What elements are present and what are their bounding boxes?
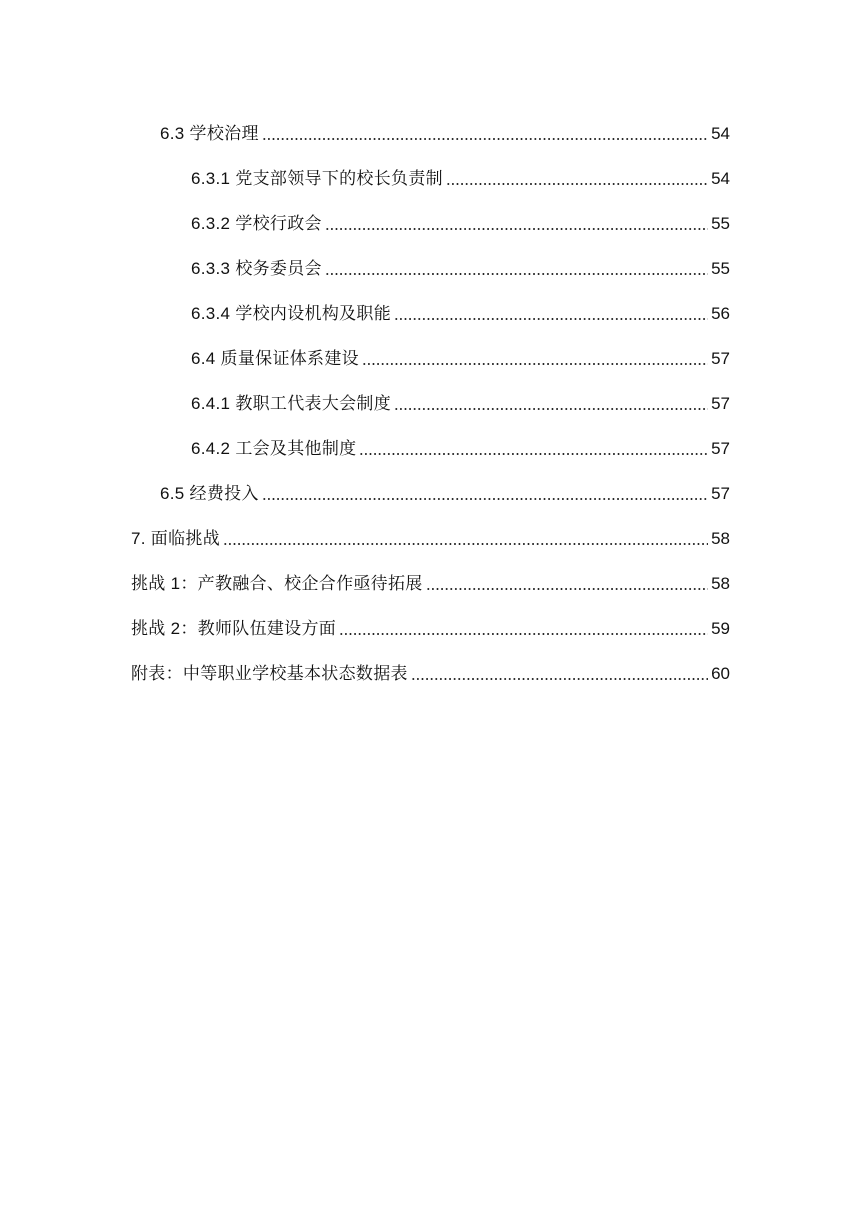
toc-entry-6-3-3[interactable] [191, 245, 730, 279]
toc-entry-label: 挑战 1：产教融合、校企合作亟待拓展 [131, 574, 423, 593]
toc-entry-6-3-2[interactable] [191, 200, 730, 234]
toc-entry-label: 6.4.2 工会及其他制度 [191, 439, 357, 458]
toc-dot-leader [325, 273, 708, 275]
toc-dot-leader [362, 363, 708, 365]
toc-page-number: 55 [711, 214, 730, 233]
toc-page-number: 59 [711, 619, 730, 638]
toc-entry-7[interactable] [131, 515, 730, 549]
toc-page-number: 58 [711, 574, 730, 593]
toc-dot-leader [339, 633, 708, 635]
toc-dot-leader [394, 318, 708, 320]
toc-entry-6-5[interactable] [160, 470, 730, 504]
toc-page-number: 57 [711, 349, 730, 368]
toc-entry-appendix[interactable] [131, 650, 730, 684]
toc-page-number: 57 [711, 394, 730, 413]
toc-entry-challenge-2[interactable] [131, 605, 730, 639]
toc-dot-leader [262, 498, 708, 500]
toc-entry-challenge-1[interactable] [131, 560, 730, 594]
toc-entry-label: 挑战 2：教师队伍建设方面 [131, 619, 337, 638]
toc-dot-leader [411, 678, 708, 680]
toc-entry-label: 6.3.1 党支部领导下的校长负责制 [191, 169, 443, 188]
toc-entry-label: 6.3 学校治理 [160, 124, 259, 143]
toc-entry-6-4-1[interactable] [191, 380, 730, 414]
toc-entry-6-4-2[interactable] [191, 425, 730, 459]
toc-entry-label: 6.5 经费投入 [160, 484, 259, 503]
toc-entry-label: 7. 面临挑战 [131, 529, 221, 548]
toc-dot-leader [426, 588, 709, 590]
toc-entry-label: 6.3.3 校务委员会 [191, 259, 322, 278]
toc-page-number: 55 [711, 259, 730, 278]
toc-dot-leader [359, 453, 708, 455]
toc-page-number: 57 [711, 439, 730, 458]
toc-dot-leader [325, 228, 708, 230]
toc-dot-leader [223, 543, 708, 545]
toc-page-number: 56 [711, 304, 730, 323]
toc-entry-6-3[interactable] [160, 110, 730, 144]
toc-entry-label: 附表：中等职业学校基本状态数据表 [131, 664, 408, 683]
toc-page-number: 54 [711, 169, 730, 188]
toc-page-number: 54 [711, 124, 730, 143]
toc-dot-leader [394, 408, 708, 410]
toc-dot-leader [262, 138, 708, 140]
toc-page-number: 60 [711, 664, 730, 683]
toc-page-number: 58 [711, 529, 730, 548]
toc-entry-label: 6.3.2 学校行政会 [191, 214, 322, 233]
toc-entry-6-3-1[interactable] [191, 155, 730, 189]
toc-entry-6-3-4[interactable] [191, 290, 730, 324]
toc-entry-label: 6.4 质量保证体系建设 [191, 349, 359, 368]
toc-entry-label: 6.4.1 教职工代表大会制度 [191, 394, 392, 413]
toc-dot-leader [446, 183, 708, 185]
toc-entry-label: 6.3.4 学校内设机构及职能 [191, 304, 392, 323]
toc-entry-6-4[interactable] [191, 335, 730, 369]
toc-page-number: 57 [711, 484, 730, 503]
